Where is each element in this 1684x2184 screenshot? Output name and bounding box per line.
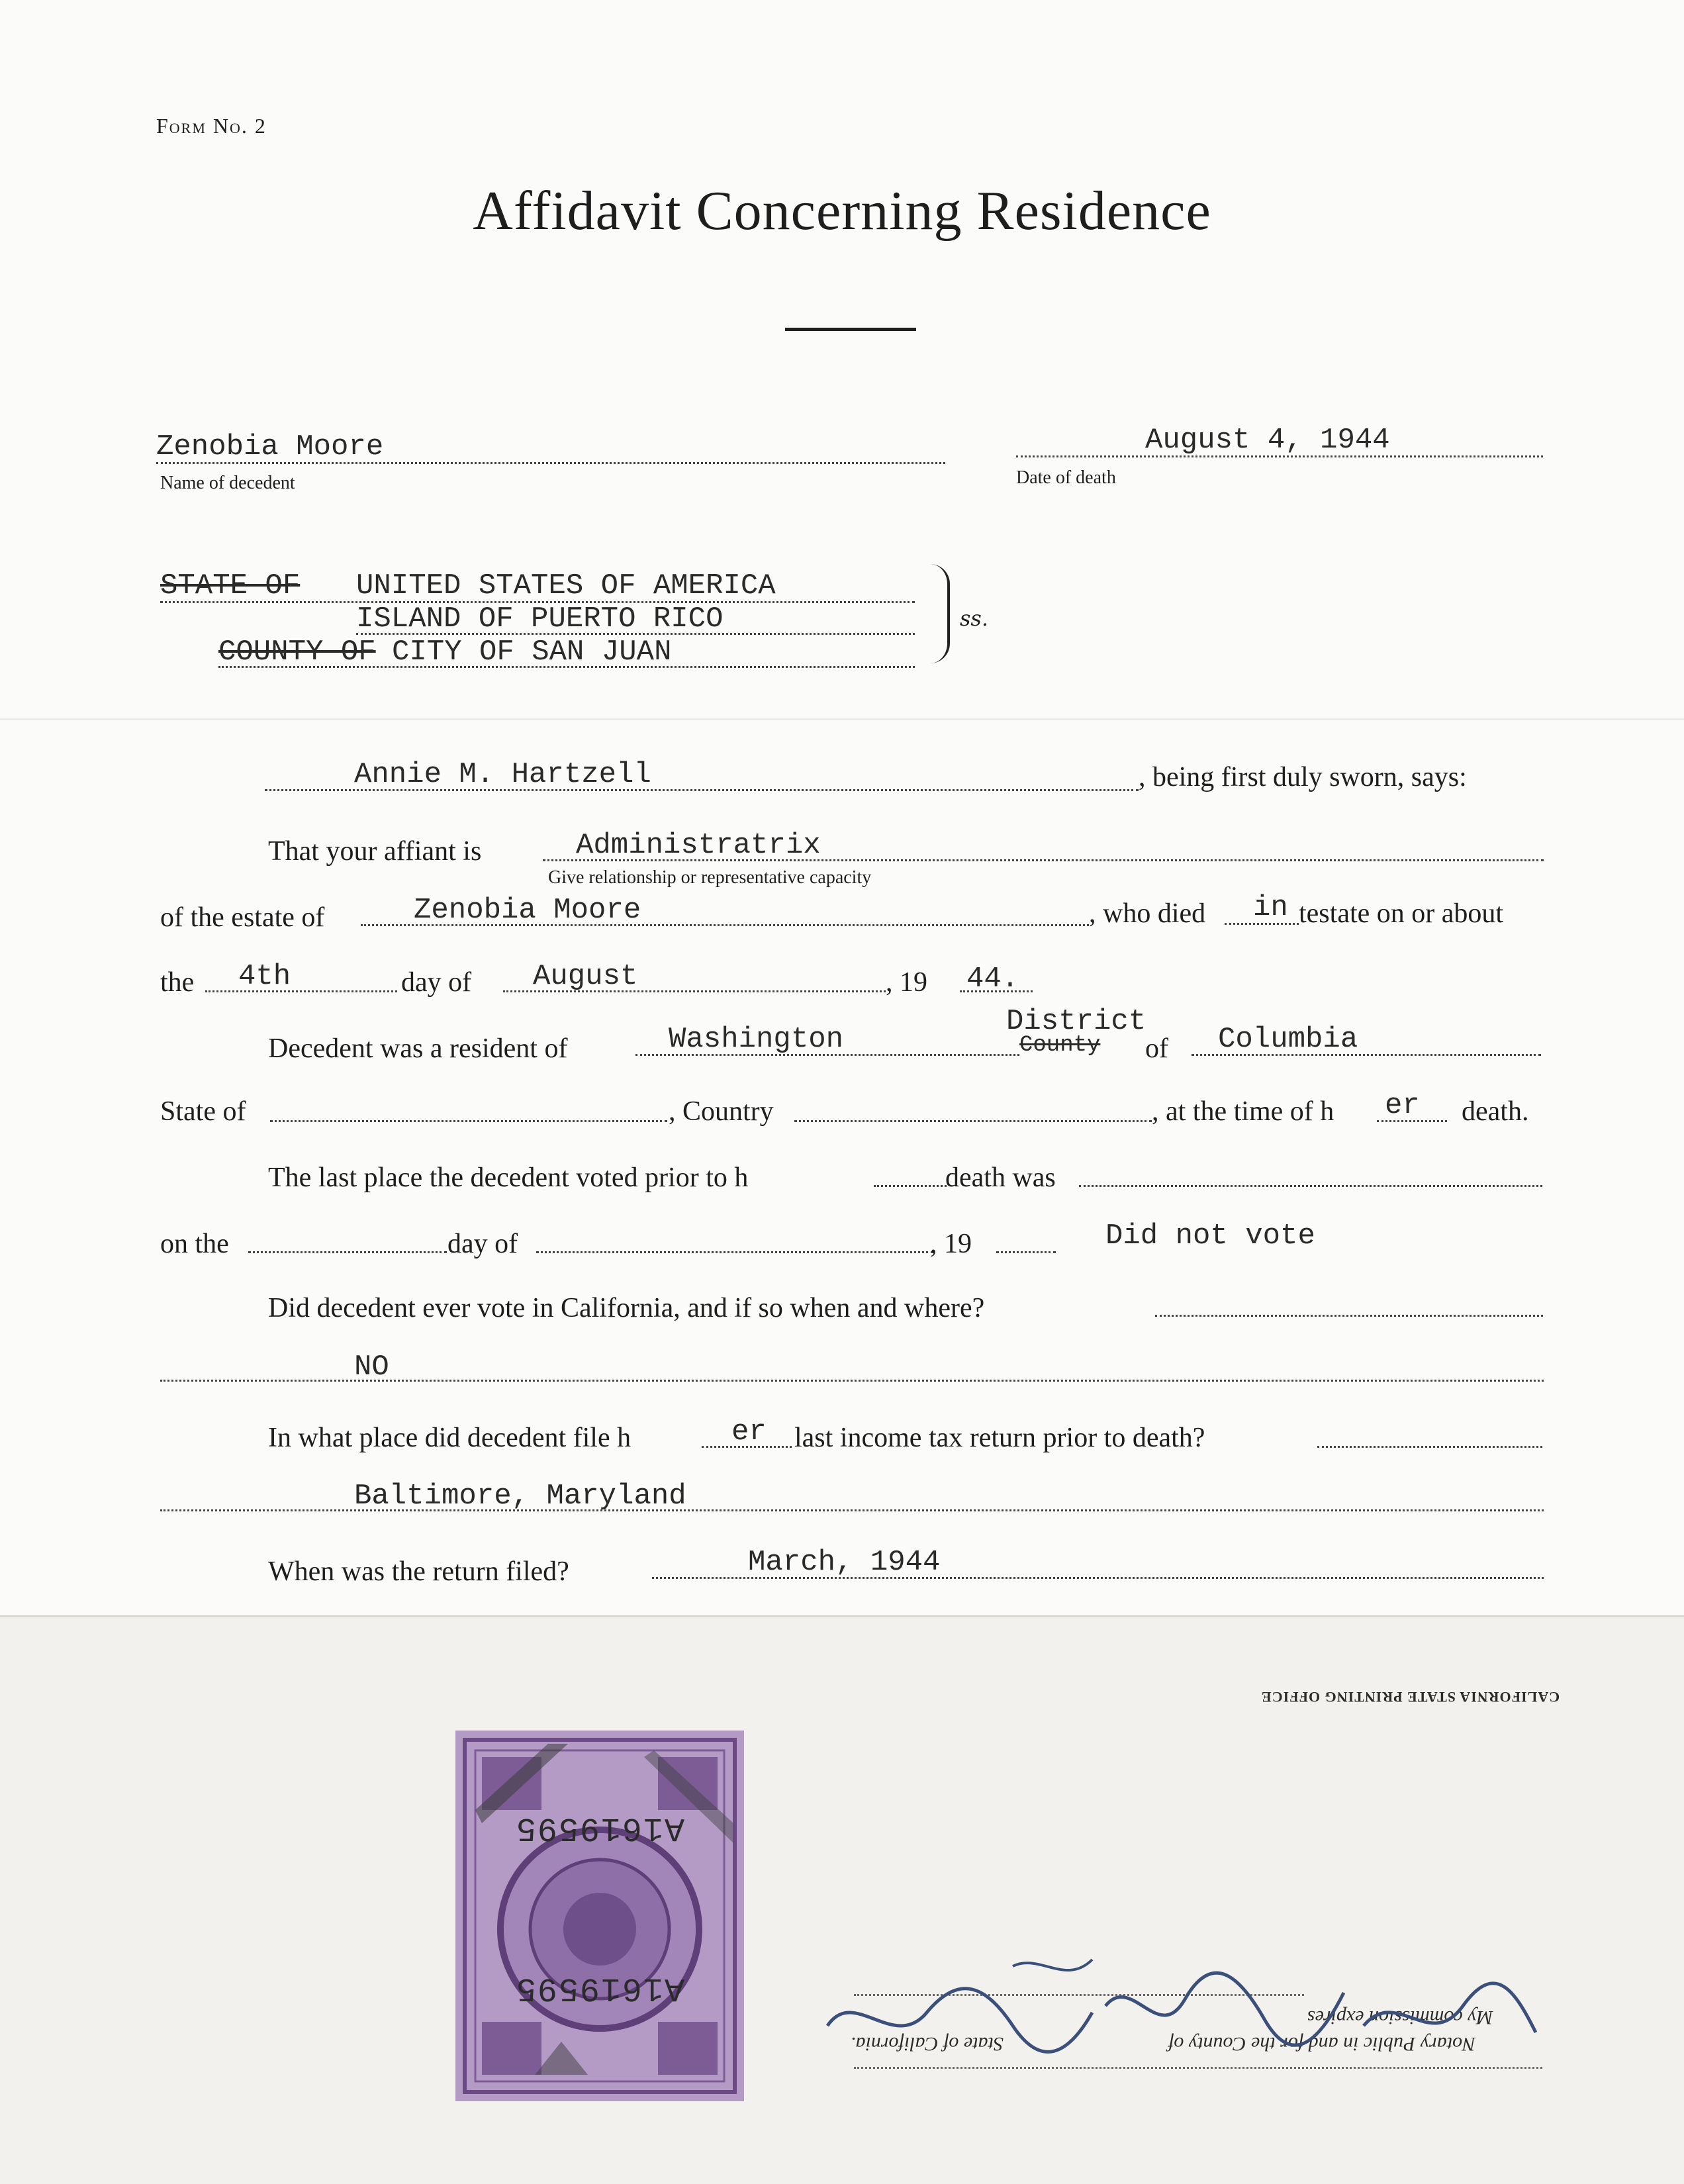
return-filed-question: When was the return filed?: [268, 1556, 569, 1587]
country-label: , Country: [669, 1096, 774, 1127]
residence-district: District: [1006, 1005, 1146, 1038]
printing-office-text: CALIFORNIA STATE PRINTING OFFICE: [1261, 1689, 1560, 1705]
state-label: State of: [160, 1096, 246, 1127]
death-year-line: [960, 990, 1033, 992]
country-line: [794, 1120, 1152, 1122]
date-of-death: August 4, 1944: [1145, 424, 1390, 457]
commission-expires-text: My commission expires: [1307, 2007, 1493, 2028]
affiant-name-line: [265, 789, 1139, 791]
california-question: Did decedent ever vote in California, and if so when and where?: [268, 1293, 985, 1323]
california-question-line: [1155, 1315, 1543, 1317]
time-text: , at the time of h: [1152, 1096, 1334, 1127]
decedent-name: Zenobia Moore: [156, 430, 384, 463]
venue-line-3: CITY OF SAN JUAN: [392, 636, 672, 669]
year-prefix: , 19: [886, 967, 927, 998]
vote-day-of-label: day of: [447, 1229, 518, 1259]
who-died-text: , who died: [1089, 898, 1206, 929]
tax-pronoun-line: [702, 1446, 792, 1448]
affiant-capacity: Administratrix: [576, 829, 821, 862]
last-voted-pronoun-line: [874, 1185, 947, 1187]
vote-day-line: [248, 1251, 447, 1253]
return-filed-answer: March, 1944: [748, 1546, 941, 1579]
affiant-name: Annie M. Hartzell: [354, 758, 651, 791]
revenue-stamp: [455, 1731, 744, 2101]
venue-ss: ss.: [960, 606, 989, 631]
venue-state-struck: STATE OF: [160, 569, 301, 602]
day-of-label: day of: [401, 967, 472, 998]
death-month-line: [503, 990, 886, 992]
the-label: the: [160, 967, 195, 998]
time-pronoun: er: [1385, 1089, 1420, 1122]
residence-county-struck: County: [1019, 1033, 1101, 1058]
venue-line-3-rule: [218, 666, 915, 668]
title-divider: [785, 328, 916, 331]
estate-name-line: [361, 924, 1089, 926]
vote-year-line: [996, 1251, 1056, 1253]
death-day: 4th: [238, 960, 291, 993]
sworn-text: , being first duly sworn, says:: [1139, 762, 1467, 792]
return-filed-line: [652, 1577, 1544, 1579]
notary-signature: [814, 1946, 1542, 2079]
venue-brace: [923, 564, 950, 663]
tax-question-line: [1317, 1446, 1542, 1448]
decedent-name-line: [156, 462, 945, 464]
death-year: 44.: [966, 963, 1019, 996]
testate-prefix-line: [1225, 923, 1299, 925]
decedent-name-caption: Name of decedent: [160, 473, 295, 493]
death-day-line: [205, 990, 397, 992]
date-of-death-caption: Date of death: [1016, 467, 1116, 488]
california-answer-line: [160, 1380, 1544, 1382]
death-was-label: death was: [945, 1163, 1056, 1193]
residence-of: of: [1145, 1033, 1168, 1064]
vote-month-line: [536, 1251, 933, 1253]
time-pronoun-line: [1377, 1120, 1447, 1122]
residence-city: Washington: [669, 1023, 844, 1056]
last-voted-label: The last place the decedent voted prior to h: [268, 1163, 749, 1193]
affiant-capacity-line: [543, 859, 1544, 861]
california-answer: NO: [354, 1351, 389, 1384]
venue-county-struck: COUNTY OF: [218, 636, 376, 669]
notary-text: Notary Public in and for the County of: [1168, 2033, 1476, 2055]
tax-question-pronoun: er: [731, 1415, 767, 1448]
tax-question-prefix: In what place did decedent file h: [268, 1423, 632, 1453]
capacity-caption: Give relationship or representative capacity: [548, 867, 872, 888]
date-of-death-line: [1016, 455, 1543, 457]
tax-place-line: [160, 1509, 1544, 1511]
residence-city-line: [635, 1054, 1019, 1056]
testate-text: testate on or about: [1299, 898, 1504, 929]
stamp-serial-bottom: A1619595: [515, 1969, 685, 2007]
on-the-label: on the: [160, 1229, 229, 1259]
venue-line-2-rule: [356, 633, 915, 635]
death-was-line: [1079, 1185, 1542, 1187]
residence-label: Decedent was a resident of: [268, 1033, 568, 1064]
death-month: August: [533, 960, 638, 993]
state-line: [270, 1120, 667, 1122]
death-word: death.: [1462, 1096, 1529, 1127]
venue-line-2: ISLAND OF PUERTO RICO: [356, 602, 724, 636]
vote-answer: Did not vote: [1105, 1219, 1315, 1253]
tax-place: Baltimore, Maryland: [354, 1480, 686, 1513]
page-title: Affidavit Concerning Residence: [473, 180, 1211, 242]
affiant-label: That your affiant is: [268, 836, 482, 867]
tax-question-suffix: last income tax return prior to death?: [794, 1423, 1205, 1453]
vote-year-prefix: , 19: [930, 1229, 972, 1259]
estate-label: of the estate of: [160, 902, 325, 933]
form-number: Form No. 2: [156, 114, 267, 138]
stamp-serial-top: A1619595: [515, 1809, 685, 1846]
testate-prefix: in: [1253, 891, 1288, 924]
residence-county-line: [1192, 1054, 1541, 1056]
paper-crease: [0, 718, 1684, 720]
revenue-stamp-icon: [455, 1731, 744, 2101]
residence-county: Columbia: [1218, 1023, 1358, 1056]
venue-line-1: UNITED STATES OF AMERICA: [356, 569, 776, 602]
estate-name: Zenobia Moore: [414, 894, 641, 927]
state-california-text: State of California.: [851, 2033, 1004, 2055]
